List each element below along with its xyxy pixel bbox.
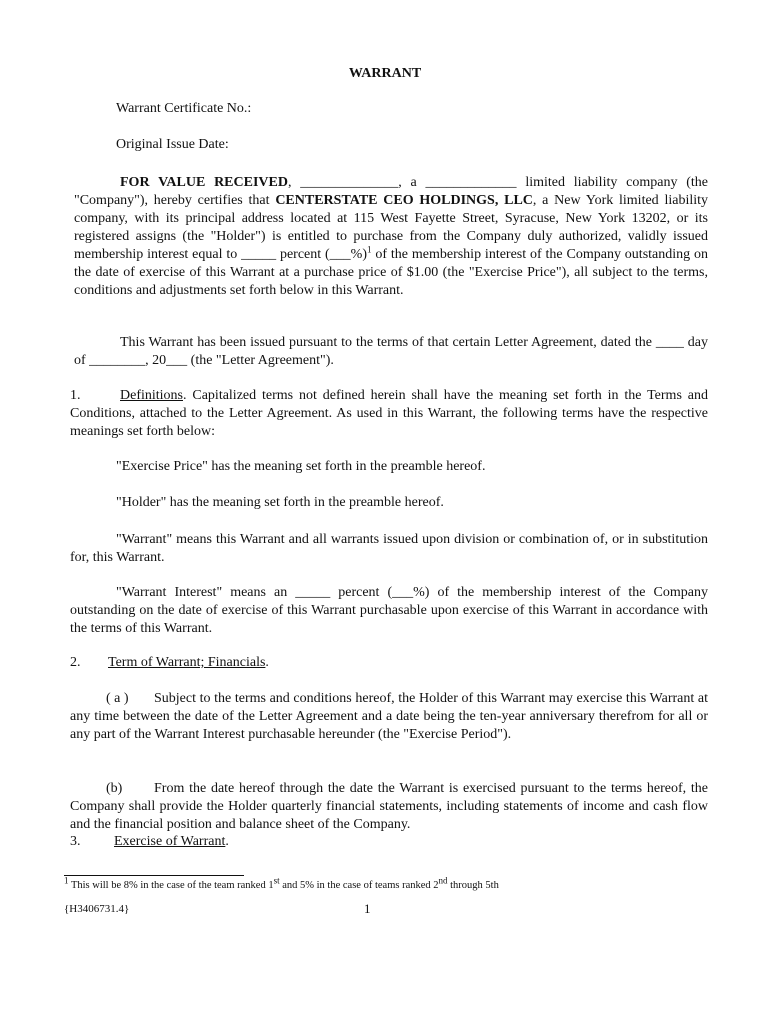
section-2b-paragraph [70,780,708,834]
intro-paragraph [74,174,708,300]
footnote-sup-1: st [273,875,280,886]
section-3-heading-suffix: . [225,834,229,849]
section-2-number: 2. [70,655,81,670]
issued-pursuant-text: This Warrant has been issued pursuant to the terms of that certain Letter Agreement, dated the ____ day of ________, 20___ (the "Letter Agreement"). [74,335,708,368]
definition-warrant-interest-text: "Warrant Interest" means an _____ percent (___%) of the membership interest of the Company outstanding on the date of exercise of this Warrant purchasable upon exercise of this Warrant in accordance with the terms of this Warrant. [70,585,708,636]
intro-lead: FOR VALUE RECEIVED [120,175,288,190]
issued-pursuant-paragraph [74,334,708,370]
section-1-paragraph [70,387,708,441]
section-3-heading-line [70,834,229,850]
section-1-number: 1. [70,388,81,403]
section-2b-label: (b) [106,781,123,796]
definition-warrant-interest [70,584,708,638]
section-3-heading: Exercise of Warrant [114,834,226,849]
section-2a-paragraph [70,690,708,744]
footnote-marker: 1 [64,875,69,886]
section-1-heading: Definitions [120,388,183,403]
section-2-heading-line [70,655,269,671]
footnote-divider [64,875,244,876]
certificate-no-label: Warrant Certificate No.: [116,101,252,116]
document-id: {H3406731.4} [64,903,130,915]
intro-part3: of the membership interest of the Company outstanding on the date of exercise of this Warrant at a purchase price of $1.00 (the "Exercise Price"), all subject to the terms, conditions and adjustments set forth below in this Warrant. [74,247,708,298]
original-issue-date-label: Original Issue Date: [116,137,229,152]
intro-part1: , ______________, a _____________ limited liability company (the "Company"), hereby certifies that [74,175,709,208]
section-2a-text: Subject to the terms and conditions hereof, the Holder of this Warrant may exercise this Warrant at any time between the date of the Letter Agreement and a date being the ten-year anniversary therefrom for all or any part of the Warrant Interest purchasable hereunder (the "Exercise Period"). [70,691,708,742]
section-3-number: 3. [70,834,81,849]
definition-exercise-price: "Exercise Price" has the meaning set forth in the preamble hereof. [116,459,486,474]
section-1-text: . Capitalized terms not defined herein shall have the meaning set forth in the Terms and Conditions, attached to the Letter Agreement. As used in this Warrant, the following terms have the respective meanings set forth below: [70,388,708,439]
definition-warrant [70,531,708,567]
footnote-sup-2: nd [438,875,448,886]
definition-holder: "Holder" has the meaning set forth in the preamble hereof. [116,495,444,510]
intro-part2: , a New York limited liability company, with its principal address located at 115 West Fayette Street, Syracuse, New York 13202, or its registered assigns (the "Holder") is entitled to purchase from the Company duly authorized, validly issued membership interest equal to _____ percent (___%) [74,193,709,262]
section-2b-text: From the date hereof through the date the Warrant is exercised pursuant to the terms hereof, the Company shall provide the Holder quarterly financial statements, including statements of income and cash flow and the financial position and balance sheet of the Company. [70,781,708,832]
footnote-reference: 1 [367,244,372,255]
definition-warrant-text: "Warrant" means this Warrant and all warrants issued upon division or combination of, or in substitution for, this Warrant. [70,532,708,565]
page-number: 1 [364,901,371,916]
footnote-text-a: This will be 8% in the case of the team ranked 1 [70,880,274,891]
footnote-text-b: and 5% in the case of teams ranked 2 [279,880,439,891]
footnote-text-c: through 5th [447,880,499,891]
section-2-heading: Term of Warrant; Financials [108,655,266,670]
document-title: WARRANT [348,66,422,81]
section-2-heading-suffix: . [265,655,269,670]
section-2a-label: ( a ) [106,691,129,706]
footnote [64,875,499,891]
company-name: CENTERSTATE CEO HOLDINGS, LLC [275,193,533,208]
